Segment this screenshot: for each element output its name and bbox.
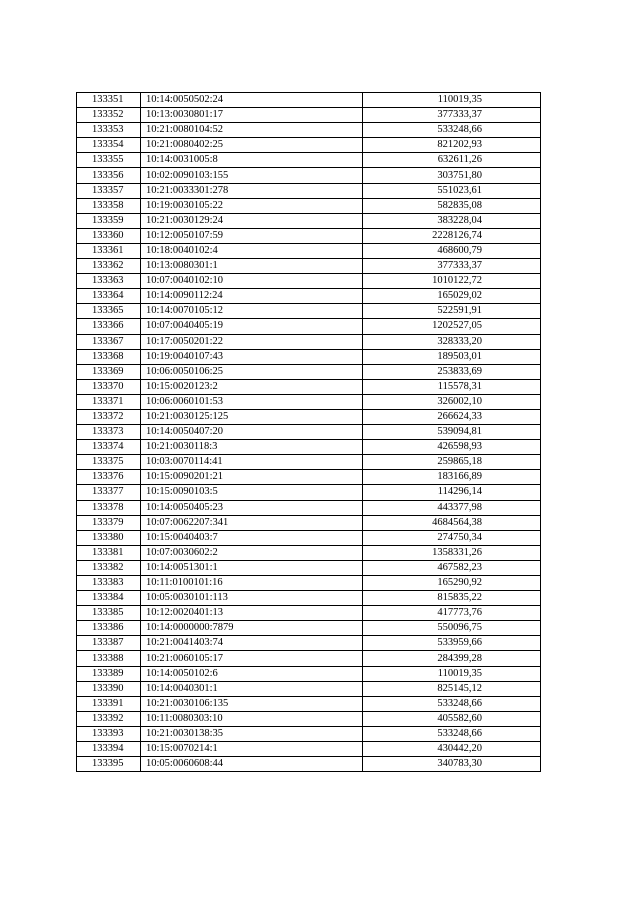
cadastral-value-cell: 405582,60 (363, 711, 541, 726)
row-number-cell: 133357 (77, 183, 141, 198)
cadastral-number-cell: 10:21:0080104:52 (141, 123, 363, 138)
cadastral-value-cell: 115578,31 (363, 379, 541, 394)
table-row (77, 289, 541, 304)
cadastral-value-cell: 1358331,26 (363, 545, 541, 560)
row-number-cell: 133360 (77, 228, 141, 243)
cadastral-number-cell: 10:06:0060101:53 (141, 394, 363, 409)
cadastral-value-cell: 284399,28 (363, 651, 541, 666)
row-number-cell: 133358 (77, 198, 141, 213)
table-row (77, 666, 541, 681)
cadastral-number-cell: 10:14:0050405:23 (141, 500, 363, 515)
row-number-cell: 133377 (77, 485, 141, 500)
table-row (77, 259, 541, 274)
cadastral-number-cell: 10:18:0040102:4 (141, 243, 363, 258)
row-number-cell: 133355 (77, 153, 141, 168)
cadastral-value-cell: 377333,37 (363, 259, 541, 274)
table-row (77, 153, 541, 168)
cadastral-value-cell: 533248,66 (363, 696, 541, 711)
row-number-cell: 133386 (77, 621, 141, 636)
row-number-cell: 133373 (77, 425, 141, 440)
cadastral-number-cell: 10:21:0041403:74 (141, 636, 363, 651)
cadastral-number-cell: 10:21:0030138:35 (141, 726, 363, 741)
cadastral-value-cell: 825145,12 (363, 681, 541, 696)
row-number-cell: 133380 (77, 530, 141, 545)
cadastral-value-cell: 426598,93 (363, 440, 541, 455)
cadastral-value-cell: 165029,02 (363, 289, 541, 304)
row-number-cell: 133379 (77, 515, 141, 530)
cadastral-number-cell: 10:14:0050407:20 (141, 425, 363, 440)
table-row (77, 711, 541, 726)
row-number-cell: 133378 (77, 500, 141, 515)
table-row (77, 379, 541, 394)
row-number-cell: 133364 (77, 289, 141, 304)
cadastral-value-cell: 114296,14 (363, 485, 541, 500)
cadastral-number-cell: 10:21:0030129:24 (141, 213, 363, 228)
table-row (77, 364, 541, 379)
cadastral-number-cell: 10:14:0050102:6 (141, 666, 363, 681)
cadastral-value-cell: 1202527,05 (363, 319, 541, 334)
table-row (77, 138, 541, 153)
table-row (77, 485, 541, 500)
cadastral-number-cell: 10:03:0070114:41 (141, 455, 363, 470)
cadastral-number-cell: 10:17:0050201:22 (141, 334, 363, 349)
cadastral-number-cell: 10:21:0030106:135 (141, 696, 363, 711)
table-row (77, 530, 541, 545)
table-row (77, 123, 541, 138)
row-number-cell: 133363 (77, 274, 141, 289)
row-number-cell: 133370 (77, 379, 141, 394)
row-number-cell: 133391 (77, 696, 141, 711)
table-row (77, 470, 541, 485)
cadastral-number-cell: 10:21:0030125:125 (141, 409, 363, 424)
cadastral-number-cell: 10:14:0051301:1 (141, 560, 363, 575)
table-row (77, 319, 541, 334)
table-row (77, 409, 541, 424)
row-number-cell: 133388 (77, 651, 141, 666)
cadastral-number-cell: 10:21:0080402:25 (141, 138, 363, 153)
cadastral-number-cell: 10:07:0040102:10 (141, 274, 363, 289)
table-row (77, 726, 541, 741)
row-number-cell: 133361 (77, 243, 141, 258)
table-row (77, 515, 541, 530)
table-row (77, 651, 541, 666)
cadastral-value-cell: 467582,23 (363, 560, 541, 575)
row-number-cell: 133392 (77, 711, 141, 726)
row-number-cell: 133362 (77, 259, 141, 274)
cadastral-value-cell: 328333,20 (363, 334, 541, 349)
row-number-cell: 133365 (77, 304, 141, 319)
table-row (77, 757, 541, 772)
cadastral-number-cell: 10:07:0030602:2 (141, 545, 363, 560)
row-number-cell: 133390 (77, 681, 141, 696)
cadastral-value-cell: 259865,18 (363, 455, 541, 470)
table-row (77, 636, 541, 651)
cadastral-value-cell: 383228,04 (363, 213, 541, 228)
cadastral-number-cell: 10:21:0033301:278 (141, 183, 363, 198)
cadastral-value-cell: 2228126,74 (363, 228, 541, 243)
cadastral-value-cell: 430442,20 (363, 742, 541, 757)
cadastral-value-cell: 110019,35 (363, 93, 541, 108)
cadastral-number-cell: 10:14:0000000:7879 (141, 621, 363, 636)
table-row (77, 228, 541, 243)
table-row (77, 394, 541, 409)
cadastral-value-cell: 165290,92 (363, 576, 541, 591)
row-number-cell: 133383 (77, 576, 141, 591)
cadastral-number-cell: 10:14:0090112:24 (141, 289, 363, 304)
cadastral-number-cell: 10:12:0020401:13 (141, 606, 363, 621)
cadastral-value-cell: 632611,26 (363, 153, 541, 168)
row-number-cell: 133382 (77, 560, 141, 575)
cadastral-value-cell: 274750,34 (363, 530, 541, 545)
cadastral-number-cell: 10:13:0030801:17 (141, 108, 363, 123)
cadastral-number-cell: 10:13:0080301:1 (141, 259, 363, 274)
row-number-cell: 133351 (77, 93, 141, 108)
row-number-cell: 133369 (77, 364, 141, 379)
table-row (77, 576, 541, 591)
table-row (77, 591, 541, 606)
cadastral-number-cell: 10:15:0090201:21 (141, 470, 363, 485)
cadastral-value-cell: 326002,10 (363, 394, 541, 409)
row-number-cell: 133385 (77, 606, 141, 621)
cadastral-value-cell: 533248,66 (363, 123, 541, 138)
cadastral-number-cell: 10:15:0070214:1 (141, 742, 363, 757)
cadastral-value-cell: 110019,35 (363, 666, 541, 681)
row-number-cell: 133353 (77, 123, 141, 138)
table-row (77, 334, 541, 349)
cadastral-number-cell: 10:02:0090103:155 (141, 168, 363, 183)
cadastral-number-cell: 10:05:0030101:113 (141, 591, 363, 606)
row-number-cell: 133372 (77, 409, 141, 424)
row-number-cell: 133366 (77, 319, 141, 334)
cadastral-number-cell: 10:21:0060105:17 (141, 651, 363, 666)
table-row (77, 243, 541, 258)
table-row (77, 742, 541, 757)
row-number-cell: 133352 (77, 108, 141, 123)
cadastral-number-cell: 10:12:0050107:59 (141, 228, 363, 243)
row-number-cell: 133356 (77, 168, 141, 183)
cadastral-value-cell: 253833,69 (363, 364, 541, 379)
row-number-cell: 133374 (77, 440, 141, 455)
cadastral-value-cell: 522591,91 (363, 304, 541, 319)
cadastral-value-cell: 417773,76 (363, 606, 541, 621)
table-row (77, 213, 541, 228)
cadastral-value-cell: 189503,01 (363, 349, 541, 364)
cadastral-value-cell: 4684564,38 (363, 515, 541, 530)
table-row (77, 500, 541, 515)
cadastral-number-cell: 10:15:0020123:2 (141, 379, 363, 394)
table-row (77, 621, 541, 636)
table-row (77, 168, 541, 183)
cadastral-number-cell: 10:14:0040301:1 (141, 681, 363, 696)
cadastral-value-cell: 821202,93 (363, 138, 541, 153)
table-row (77, 349, 541, 364)
table-row (77, 440, 541, 455)
cadastral-value-cell: 340783,30 (363, 757, 541, 772)
cadastral-value-cell: 533248,66 (363, 726, 541, 741)
table-row (77, 198, 541, 213)
cadastral-value-cell: 815835,22 (363, 591, 541, 606)
cadastral-number-cell: 10:11:0080303:10 (141, 711, 363, 726)
row-number-cell: 133393 (77, 726, 141, 741)
cadastral-number-cell: 10:07:0062207:341 (141, 515, 363, 530)
row-number-cell: 133376 (77, 470, 141, 485)
cadastral-number-cell: 10:15:0090103:5 (141, 485, 363, 500)
table-row (77, 93, 541, 108)
table-row (77, 183, 541, 198)
cadastral-number-cell: 10:19:0030105:22 (141, 198, 363, 213)
cadastral-value-cell: 539094,81 (363, 425, 541, 440)
row-number-cell: 133371 (77, 394, 141, 409)
cadastral-number-cell: 10:07:0040405:19 (141, 319, 363, 334)
row-number-cell: 133381 (77, 545, 141, 560)
cadastral-value-cell: 468600,79 (363, 243, 541, 258)
row-number-cell: 133367 (77, 334, 141, 349)
row-number-cell: 133354 (77, 138, 141, 153)
cadastral-value-cell: 551023,61 (363, 183, 541, 198)
table-row (77, 545, 541, 560)
table-row (77, 108, 541, 123)
table-row (77, 696, 541, 711)
cadastral-value-cell: 443377,98 (363, 500, 541, 515)
table-row (77, 274, 541, 289)
row-number-cell: 133395 (77, 757, 141, 772)
cadastral-number-cell: 10:15:0040403:7 (141, 530, 363, 545)
cadastral-number-cell: 10:21:0030118:3 (141, 440, 363, 455)
table-row (77, 304, 541, 319)
row-number-cell: 133375 (77, 455, 141, 470)
table-row (77, 681, 541, 696)
table-row (77, 455, 541, 470)
cadastral-value-cell: 266624,33 (363, 409, 541, 424)
cadastral-number-cell: 10:05:0060608:44 (141, 757, 363, 772)
cadastral-number-cell: 10:06:0050106:25 (141, 364, 363, 379)
cadastral-number-cell: 10:19:0040107:43 (141, 349, 363, 364)
table-body (77, 93, 541, 772)
cadastral-number-cell: 10:14:0070105:12 (141, 304, 363, 319)
cadastral-number-cell: 10:14:0050502:24 (141, 93, 363, 108)
row-number-cell: 133389 (77, 666, 141, 681)
row-number-cell: 133394 (77, 742, 141, 757)
cadastral-value-cell: 183166,89 (363, 470, 541, 485)
row-number-cell: 133359 (77, 213, 141, 228)
table-row (77, 606, 541, 621)
row-number-cell: 133384 (77, 591, 141, 606)
table-row (77, 425, 541, 440)
row-number-cell: 133368 (77, 349, 141, 364)
cadastral-value-cell: 582835,08 (363, 198, 541, 213)
row-number-cell: 133387 (77, 636, 141, 651)
cadastral-value-cell: 377333,37 (363, 108, 541, 123)
table-row (77, 560, 541, 575)
cadastral-number-cell: 10:11:0100101:16 (141, 576, 363, 591)
cadastral-value-cell: 533959,66 (363, 636, 541, 651)
cadastral-value-cell: 550096,75 (363, 621, 541, 636)
cadastral-value-cell: 1010122,72 (363, 274, 541, 289)
cadastral-number-cell: 10:14:0031005:8 (141, 153, 363, 168)
cadastral-value-table (76, 92, 541, 772)
cadastral-value-cell: 303751,80 (363, 168, 541, 183)
